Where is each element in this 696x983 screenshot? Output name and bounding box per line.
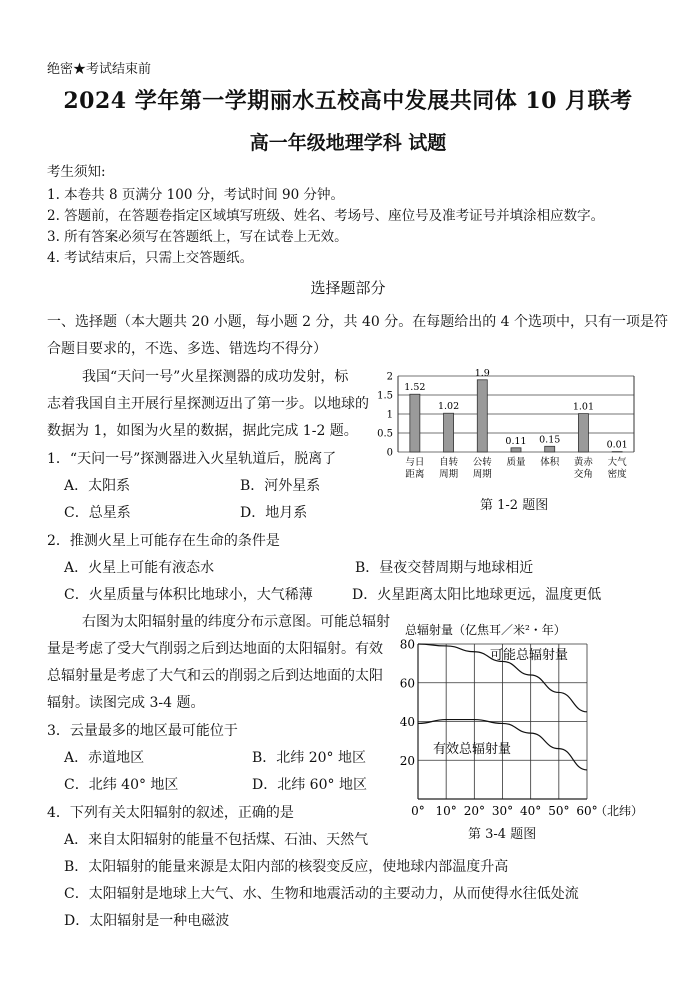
y-tick-label: 1.5 (377, 390, 393, 402)
passage-line: 数据为 1，如图为火星的数据，据此完成 1-2 题。 (47, 423, 358, 439)
q1-option-b: B．河外星系 (240, 478, 321, 494)
notice-item: 2. 答题前，在答题卷指定区域填写班级、姓名、考场号、座位号及准考证号并填涂相应数字。 (47, 208, 605, 224)
x-tick-label: 0° (411, 804, 425, 818)
x-tick-label: 公转 (472, 457, 492, 468)
x-tick-label: 质量 (506, 457, 526, 468)
section-intro: 一、选择题（本大题共 20 小题，每小题 2 分，共 40 分。在每题给出的 4 个选项中，只有一项是符 (47, 314, 669, 330)
section-title: 选择题部分 (310, 279, 386, 297)
data-label: 1.52 (404, 382, 426, 394)
y-tick-label: 1 (386, 409, 393, 421)
x-tick-label: 60° (576, 804, 598, 818)
chart2-caption: 第 3-4 题图 (468, 827, 537, 842)
q3-option-c: C．北纬 40° 地区 (64, 777, 179, 793)
exam-title: 2024 学年第一学期丽水五校高中发展共同体 10 月联考 (63, 88, 633, 114)
bar (545, 446, 555, 452)
mars-data-bar-chart (368, 362, 648, 512)
series-label: 可能总辐射量 (490, 648, 569, 663)
x-tick-label: 大气 (607, 457, 627, 468)
y-tick-label: 2 (386, 371, 393, 383)
bar (410, 394, 420, 452)
x-tick-label: 与日 (405, 457, 425, 468)
q2-option-c: C．火星质量与体积比地球小，大气稀薄 (64, 587, 313, 603)
data-label: 1.9 (474, 367, 490, 379)
x-tick-label: 30° (491, 804, 514, 818)
q1-option-c: C．总星系 (64, 505, 131, 521)
y-tick-label: 60 (399, 676, 415, 691)
x-tick-label: 交角 (573, 469, 593, 480)
passage-line: 量是考虑了受大气削弱之后到达地面的太阳辐射。有效 (47, 641, 383, 657)
q3-option-a: A．赤道地区 (64, 750, 145, 766)
passage-line: 右图为太阳辐射量的纬度分布示意图。可能总辐射 (82, 614, 390, 630)
notice-item: 4. 考试结束后，只需上交答题纸。 (47, 250, 254, 266)
x-tick-label: 距离 (405, 469, 425, 480)
x-tick-label: 50° (548, 804, 570, 818)
q1-option-a: A．太阳系 (64, 478, 131, 494)
q3-option-d: D．北纬 60° 地区 (252, 777, 367, 793)
series-label: 有效总辐射量 (433, 742, 512, 757)
passage-line: 辐射。读图完成 3-4 题。 (47, 695, 205, 711)
bar (444, 413, 454, 452)
q4-option-c: C．太阳辐射是地球上大气、水、生物和地震活动的主要动力，从而使得水往低处流 (64, 886, 579, 902)
y-tick-label: 80 (399, 637, 415, 652)
x-tick-label: 10° (435, 804, 457, 818)
x-tick-label: 密度 (607, 469, 627, 480)
q1-option-d: D．地月系 (240, 505, 308, 521)
exam-subtitle: 高一年级地理学科 试题 (249, 132, 447, 154)
data-label: 0.11 (505, 435, 527, 447)
solar-radiation-line-chart (395, 617, 645, 822)
data-label: 0.01 (606, 439, 628, 451)
q2-option-d: D．火星距离太阳比地球更远，温度更低 (352, 587, 602, 603)
passage-line: 我国“天问一号”火星探测器的成功发射，标 (82, 369, 349, 385)
chart1-caption: 第 1-2 题图 (480, 498, 549, 513)
bar (477, 380, 487, 452)
y-tick-label: 0.5 (377, 428, 393, 440)
x-tick-label: 20° (463, 804, 485, 818)
q3-option-b: B．北纬 20° 地区 (252, 750, 367, 766)
q4-option-a: A．来自太阳辐射的能量不包括煤、石油、天然气 (64, 832, 369, 848)
y-tick-label: 0 (386, 447, 393, 459)
data-label: 1.02 (437, 401, 460, 413)
notice-item: 1. 本卷共 8 页满分 100 分，考试时间 90 分钟。 (47, 187, 344, 203)
notice-heading: 考生须知: (47, 164, 106, 180)
data-label: 1.01 (572, 401, 595, 413)
q4-stem: 4．下列有关太阳辐射的叙述，正确的是 (47, 805, 294, 821)
bar (511, 448, 521, 452)
q3-stem: 3．云量最多的地区最可能位于 (47, 723, 238, 739)
confidential-note: 绝密★考试结束前 (47, 62, 152, 77)
data-label: 0.15 (539, 434, 561, 446)
y-tick-label: 40 (399, 715, 415, 729)
x-tick-label: 黄赤 (573, 457, 593, 468)
q2-option-b: B．昼夜交替周期与地球相近 (355, 560, 534, 576)
passage-line: 志着我国自主开展行星探测迈出了第一步。以地球的 (47, 396, 369, 412)
section-intro: 合题目要求的，不选、多选、错选均不得分） (47, 341, 327, 357)
q4-option-b: B．太阳辐射的能量来源是太阳内部的核裂变反应，使地球内部温度升高 (64, 859, 509, 875)
q2-stem: 2．推测火星上可能存在生命的条件是 (47, 533, 280, 549)
q2-option-a: A．火星上可能有液态水 (64, 560, 215, 576)
q1-stem: 1．“天问一号”探测器进入火星轨道后，脱离了 (47, 451, 337, 467)
x-tick-label: 周期 (439, 469, 459, 480)
x-axis-unit: （北纬） (595, 804, 644, 818)
y-tick-label: 20 (399, 753, 415, 768)
passage-line: 总辐射量是考虑了大气和云的削弱之后到达地面的太阳 (47, 668, 383, 684)
x-tick-label: 体积 (540, 457, 560, 468)
x-tick-label: 自转 (439, 457, 459, 468)
bar (578, 414, 588, 452)
x-tick-label: 40° (520, 804, 542, 818)
notice-item: 3. 所有答案必须写在答题纸上，写在试卷上无效。 (47, 229, 348, 245)
x-tick-label: 周期 (472, 469, 492, 480)
q4-option-d: D．太阳辐射是一种电磁波 (64, 913, 230, 929)
y-axis-title: 总辐射量（亿焦耳／米²・年） (405, 623, 566, 637)
